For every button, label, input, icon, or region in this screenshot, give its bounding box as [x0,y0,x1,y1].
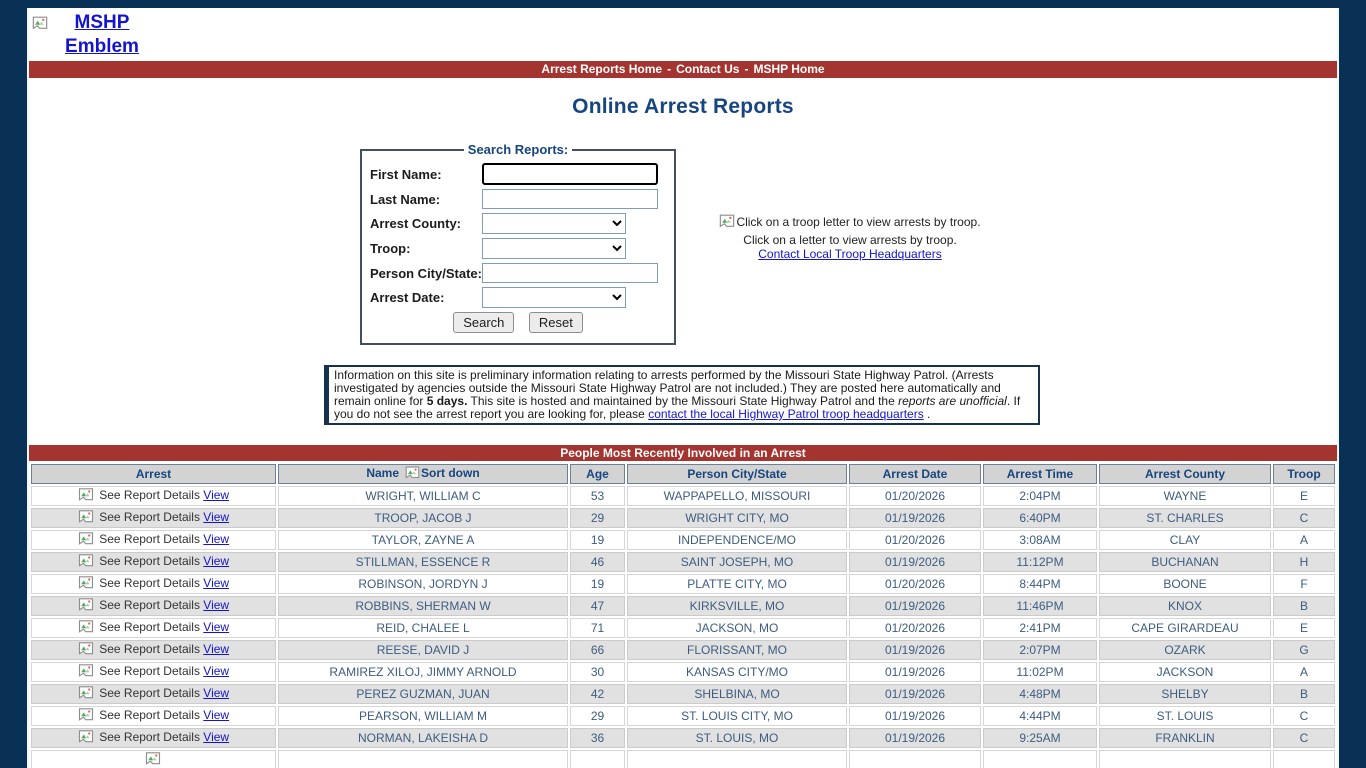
table-row [31,618,1335,638]
person-city-state-cell: WAPPAPELLO, MISSOURI [627,486,847,506]
troop-caption: Click on a letter to view arrests by troop. [743,233,957,247]
view-report-link[interactable]: View [203,554,230,568]
col-header-arrest-time[interactable]: Arrest Time [983,464,1097,484]
name-cell: NORMAN, LAKEISHA D [278,728,568,748]
see-report-details-text: See Report Details [99,598,200,612]
view-report-link[interactable]: View [203,708,230,722]
view-report-link[interactable]: View [203,532,230,546]
broken-image-icon [78,554,94,570]
broken-image-icon [78,576,94,592]
site-notice [324,365,1040,425]
broken-image-icon [78,708,94,724]
arrest-date-cell: 01/19/2026 [849,728,981,748]
age-cell [570,750,625,768]
arrest-time-cell: 2:04PM [983,486,1097,506]
view-report-link[interactable]: View [203,730,230,744]
contact-local-troop-link[interactable]: Contact Local Troop Headquarters [758,247,942,261]
view-report-link[interactable]: View [203,620,230,634]
arrest-action-cell [31,486,276,506]
arrest-county-cell [1099,750,1271,768]
arrest-action-cell [31,574,276,594]
see-report-details-text: See Report Details [99,532,200,546]
broken-image-icon [78,642,94,658]
troop-cell: H [1273,552,1335,572]
arrest-county-cell: JACKSON [1099,662,1271,682]
see-report-details-text: See Report Details [99,708,200,722]
arrest-time-cell: 11:12PM [983,552,1097,572]
arrest-date-cell [849,750,981,768]
see-report-details-text: See Report Details [99,576,200,590]
age-cell: 36 [570,728,625,748]
name-cell [278,750,568,768]
person-city-state-cell: ST. LOUIS CITY, MO [627,706,847,726]
table-row [31,750,1335,768]
arrest-county-cell: WAYNE [1099,486,1271,506]
age-cell: 29 [570,706,625,726]
nav-mshp-home[interactable]: MSHP Home [753,62,825,76]
arrest-date-cell: 01/20/2026 [849,618,981,638]
table-row [31,596,1335,616]
view-report-link[interactable]: View [203,664,230,678]
troop-map-alt-text: Click on a troop letter to view arrests by troop. [736,215,981,229]
see-report-details-text: See Report Details [99,642,200,656]
age-cell: 30 [570,662,625,682]
view-report-link[interactable]: View [203,576,230,590]
arrest-time-cell: 6:40PM [983,508,1097,528]
arrest-county-cell: ST. LOUIS [1099,706,1271,726]
table-row [31,552,1335,572]
troop-cell: E [1273,486,1335,506]
arrest-date-cell: 01/19/2026 [849,552,981,572]
arrests-table-body [31,486,1335,768]
broken-image-icon [78,730,94,746]
arrest-action-cell [31,728,276,748]
arrest-county-cell: CLAY [1099,530,1271,550]
arrest-date-label: Arrest Date: [370,290,445,305]
arrest-county-cell: SHELBY [1099,684,1271,704]
see-report-details-text: See Report Details [99,686,200,700]
arrest-date-select[interactable] [482,287,626,308]
person-city-state-cell: WRIGHT CITY, MO [627,508,847,528]
arrest-action-cell [31,706,276,726]
content-page [27,8,1339,768]
troop-cell: B [1273,684,1335,704]
col-header-arrest-county[interactable]: Arrest County [1099,464,1271,484]
see-report-details-text: See Report Details [99,730,200,744]
troop-cell: C [1273,728,1335,748]
arrest-county-cell: FRANKLIN [1099,728,1271,748]
age-cell: 66 [570,640,625,660]
person-city-state-cell: INDEPENDENCE/MO [627,530,847,550]
name-cell: ROBBINS, SHERMAN W [278,596,568,616]
arrest-action-cell [31,618,276,638]
notice-text: This site is hosted and maintained by the Missouri State Highway Patrol and the [467,394,899,408]
name-header-label: Name [366,466,399,480]
troop-label: Troop: [370,241,411,256]
arrest-time-cell: 4:48PM [983,684,1097,704]
search-button[interactable]: Search [453,312,514,333]
troop-cell: C [1273,508,1335,528]
broken-image-icon [32,13,48,37]
col-header-person-city-state[interactable]: Person City/State [627,464,847,484]
person-city-state-cell: KIRKSVILLE, MO [627,596,847,616]
troop-panel [695,214,1005,261]
arrest-action-cell [31,684,276,704]
notice-text: Information on this site is preliminary information relating to arrests performed by the Missouri State Highway Patrol. (Arrests investigated by agencies outside the Missouri State Highway Patrol are not included.) They are posted here automatically and remain online for [334,368,1001,408]
arrest-county-cell: OZARK [1099,640,1271,660]
arrest-time-cell: 2:41PM [983,618,1097,638]
see-report-details-text: See Report Details [99,510,200,524]
age-cell: 47 [570,596,625,616]
nav-separator: - [744,62,749,76]
person-city-state-input[interactable] [482,263,658,283]
arrest-action-cell [31,750,276,768]
table-row [31,486,1335,506]
see-report-details-text: See Report Details [99,554,200,568]
arrests-table [29,462,1337,768]
age-cell: 53 [570,486,625,506]
arrest-date-cell: 01/19/2026 [849,684,981,704]
col-header-arrest-date[interactable]: Arrest Date [849,464,981,484]
broken-image-icon [78,488,94,504]
age-cell: 71 [570,618,625,638]
arrest-time-cell: 3:08AM [983,530,1097,550]
recent-arrests-band: People Most Recently Involved in an Arrest [29,445,1337,461]
name-cell: RAMIREZ XILOJ, JIMMY ARNOLD [278,662,568,682]
age-cell: 19 [570,530,625,550]
arrest-action-cell [31,530,276,550]
view-report-link[interactable]: View [203,598,230,612]
broken-image-icon [78,532,94,548]
nav-separator: - [667,62,672,76]
see-report-details-text: See Report Details [99,488,200,502]
sort-down-alt-text: Sort down [421,466,480,480]
col-header-age[interactable]: Age [570,464,625,484]
person-city-state-cell: SHELBINA, MO [627,684,847,704]
arrest-county-select[interactable] [482,213,626,234]
broken-image-icon [78,664,94,680]
contact-troop-headquarters-link[interactable]: contact the local Highway Patrol troop headquarters [648,407,924,421]
arrest-time-cell: 9:25AM [983,728,1097,748]
age-cell: 29 [570,508,625,528]
troop-cell: F [1273,574,1335,594]
col-header-troop[interactable]: Troop [1273,464,1335,484]
arrest-date-cell: 01/19/2026 [849,640,981,660]
arrest-action-cell [31,552,276,572]
person-city-state-cell: JACKSON, MO [627,618,847,638]
notice-italic-text: reports are unofficial [898,394,1007,408]
last-name-label: Last Name: [370,191,441,207]
arrest-date-cell: 01/20/2026 [849,530,981,550]
broken-image-icon [78,598,94,614]
broken-image-icon [719,214,735,231]
col-header-name[interactable] [278,464,568,484]
arrest-action-cell [31,508,276,528]
search-reports-legend: Search Reports: [467,142,569,157]
name-cell: PEREZ GUZMAN, JUAN [278,684,568,704]
name-cell: REESE, DAVID J [278,640,568,660]
person-city-state-cell: ST. LOUIS, MO [627,728,847,748]
arrest-county-label: Arrest County: [370,216,462,231]
arrest-date-cell: 01/20/2026 [849,486,981,506]
view-report-link[interactable]: View [203,686,230,700]
nav-contact-us[interactable]: Contact Us [676,62,740,76]
name-cell: STILLMAN, ESSENCE R [278,552,568,572]
table-row [31,706,1335,726]
arrest-date-cell: 01/19/2026 [849,706,981,726]
first-name-input[interactable] [482,163,658,185]
broken-image-icon [145,752,161,768]
table-header-row [31,464,1335,484]
name-cell: REID, CHALEE L [278,618,568,638]
troop-cell: A [1273,662,1335,682]
arrest-action-cell [31,640,276,660]
arrest-date-cell: 01/19/2026 [849,596,981,616]
page-title: Online Arrest Reports [572,95,794,118]
table-row [31,640,1335,660]
broken-image-icon [78,620,94,636]
view-report-link[interactable]: View [203,510,230,524]
arrest-county-cell: KNOX [1099,596,1271,616]
search-reports-fieldset [360,142,676,345]
troop-cell: G [1273,640,1335,660]
arrest-action-cell [31,596,276,616]
arrest-time-cell: 11:02PM [983,662,1097,682]
last-name-input[interactable] [482,189,658,209]
emblem-alt-text: MSHP Emblem [65,12,139,57]
sort-down-icon [405,466,420,482]
masthead [29,8,1337,61]
name-cell: PEARSON, WILLIAM M [278,706,568,726]
reset-button[interactable]: Reset [529,312,583,333]
age-cell: 19 [570,574,625,594]
arrest-date-cell: 01/20/2026 [849,574,981,594]
person-city-state-cell: KANSAS CITY/MO [627,662,847,682]
top-navbar [29,61,1337,78]
troop-cell: A [1273,530,1335,550]
arrest-time-cell: 8:44PM [983,574,1097,594]
troop-cell: C [1273,706,1335,726]
troop-cell: E [1273,618,1335,638]
nav-arrest-reports-home[interactable]: Arrest Reports Home [541,62,663,76]
name-cell: WRIGHT, WILLIAM C [278,486,568,506]
name-cell: TAYLOR, ZAYNE A [278,530,568,550]
view-report-link[interactable]: View [203,488,230,502]
see-report-details-text: See Report Details [99,620,200,634]
table-row [31,662,1335,682]
person-city-state-cell: FLORISSANT, MO [627,640,847,660]
arrest-county-cell: ST. CHARLES [1099,508,1271,528]
age-cell: 46 [570,552,625,572]
arrest-date-cell: 01/19/2026 [849,508,981,528]
troop-cell [1273,750,1335,768]
view-report-link[interactable]: View [203,642,230,656]
table-row [31,574,1335,594]
notice-text: . [923,407,931,421]
name-cell: ROBINSON, JORDYN J [278,574,568,594]
broken-image-icon [78,510,94,526]
arrest-action-cell [31,662,276,682]
table-row [31,530,1335,550]
mshp-emblem-link[interactable] [32,11,154,59]
first-name-label: First Name: [370,166,442,182]
arrest-time-cell [983,750,1097,768]
table-row [31,728,1335,748]
person-city-state-label: Person City/State: [370,265,482,281]
person-city-state-cell: PLATTE CITY, MO [627,574,847,594]
arrest-time-cell: 2:07PM [983,640,1097,660]
arrest-time-cell: 4:44PM [983,706,1097,726]
notice-text: . If you do not see the arrest report you are looking for, please [334,394,1021,421]
search-zone [29,142,1337,345]
notice-bold-text: 5 days. [426,394,468,408]
broken-image-icon [78,686,94,702]
person-city-state-cell [627,750,847,768]
arrest-county-cell: CAPE GIRARDEAU [1099,618,1271,638]
troop-cell: B [1273,596,1335,616]
arrest-time-cell: 11:46PM [983,596,1097,616]
age-cell: 42 [570,684,625,704]
arrest-county-cell: BUCHANAN [1099,552,1271,572]
table-row [31,508,1335,528]
person-city-state-cell: SAINT JOSEPH, MO [627,552,847,572]
arrest-date-cell: 01/19/2026 [849,662,981,682]
see-report-details-text: See Report Details [99,664,200,678]
arrest-county-cell: BOONE [1099,574,1271,594]
name-cell: TROOP, JACOB J [278,508,568,528]
troop-select[interactable] [482,238,626,259]
col-header-arrest[interactable]: Arrest [31,464,276,484]
table-row [31,684,1335,704]
